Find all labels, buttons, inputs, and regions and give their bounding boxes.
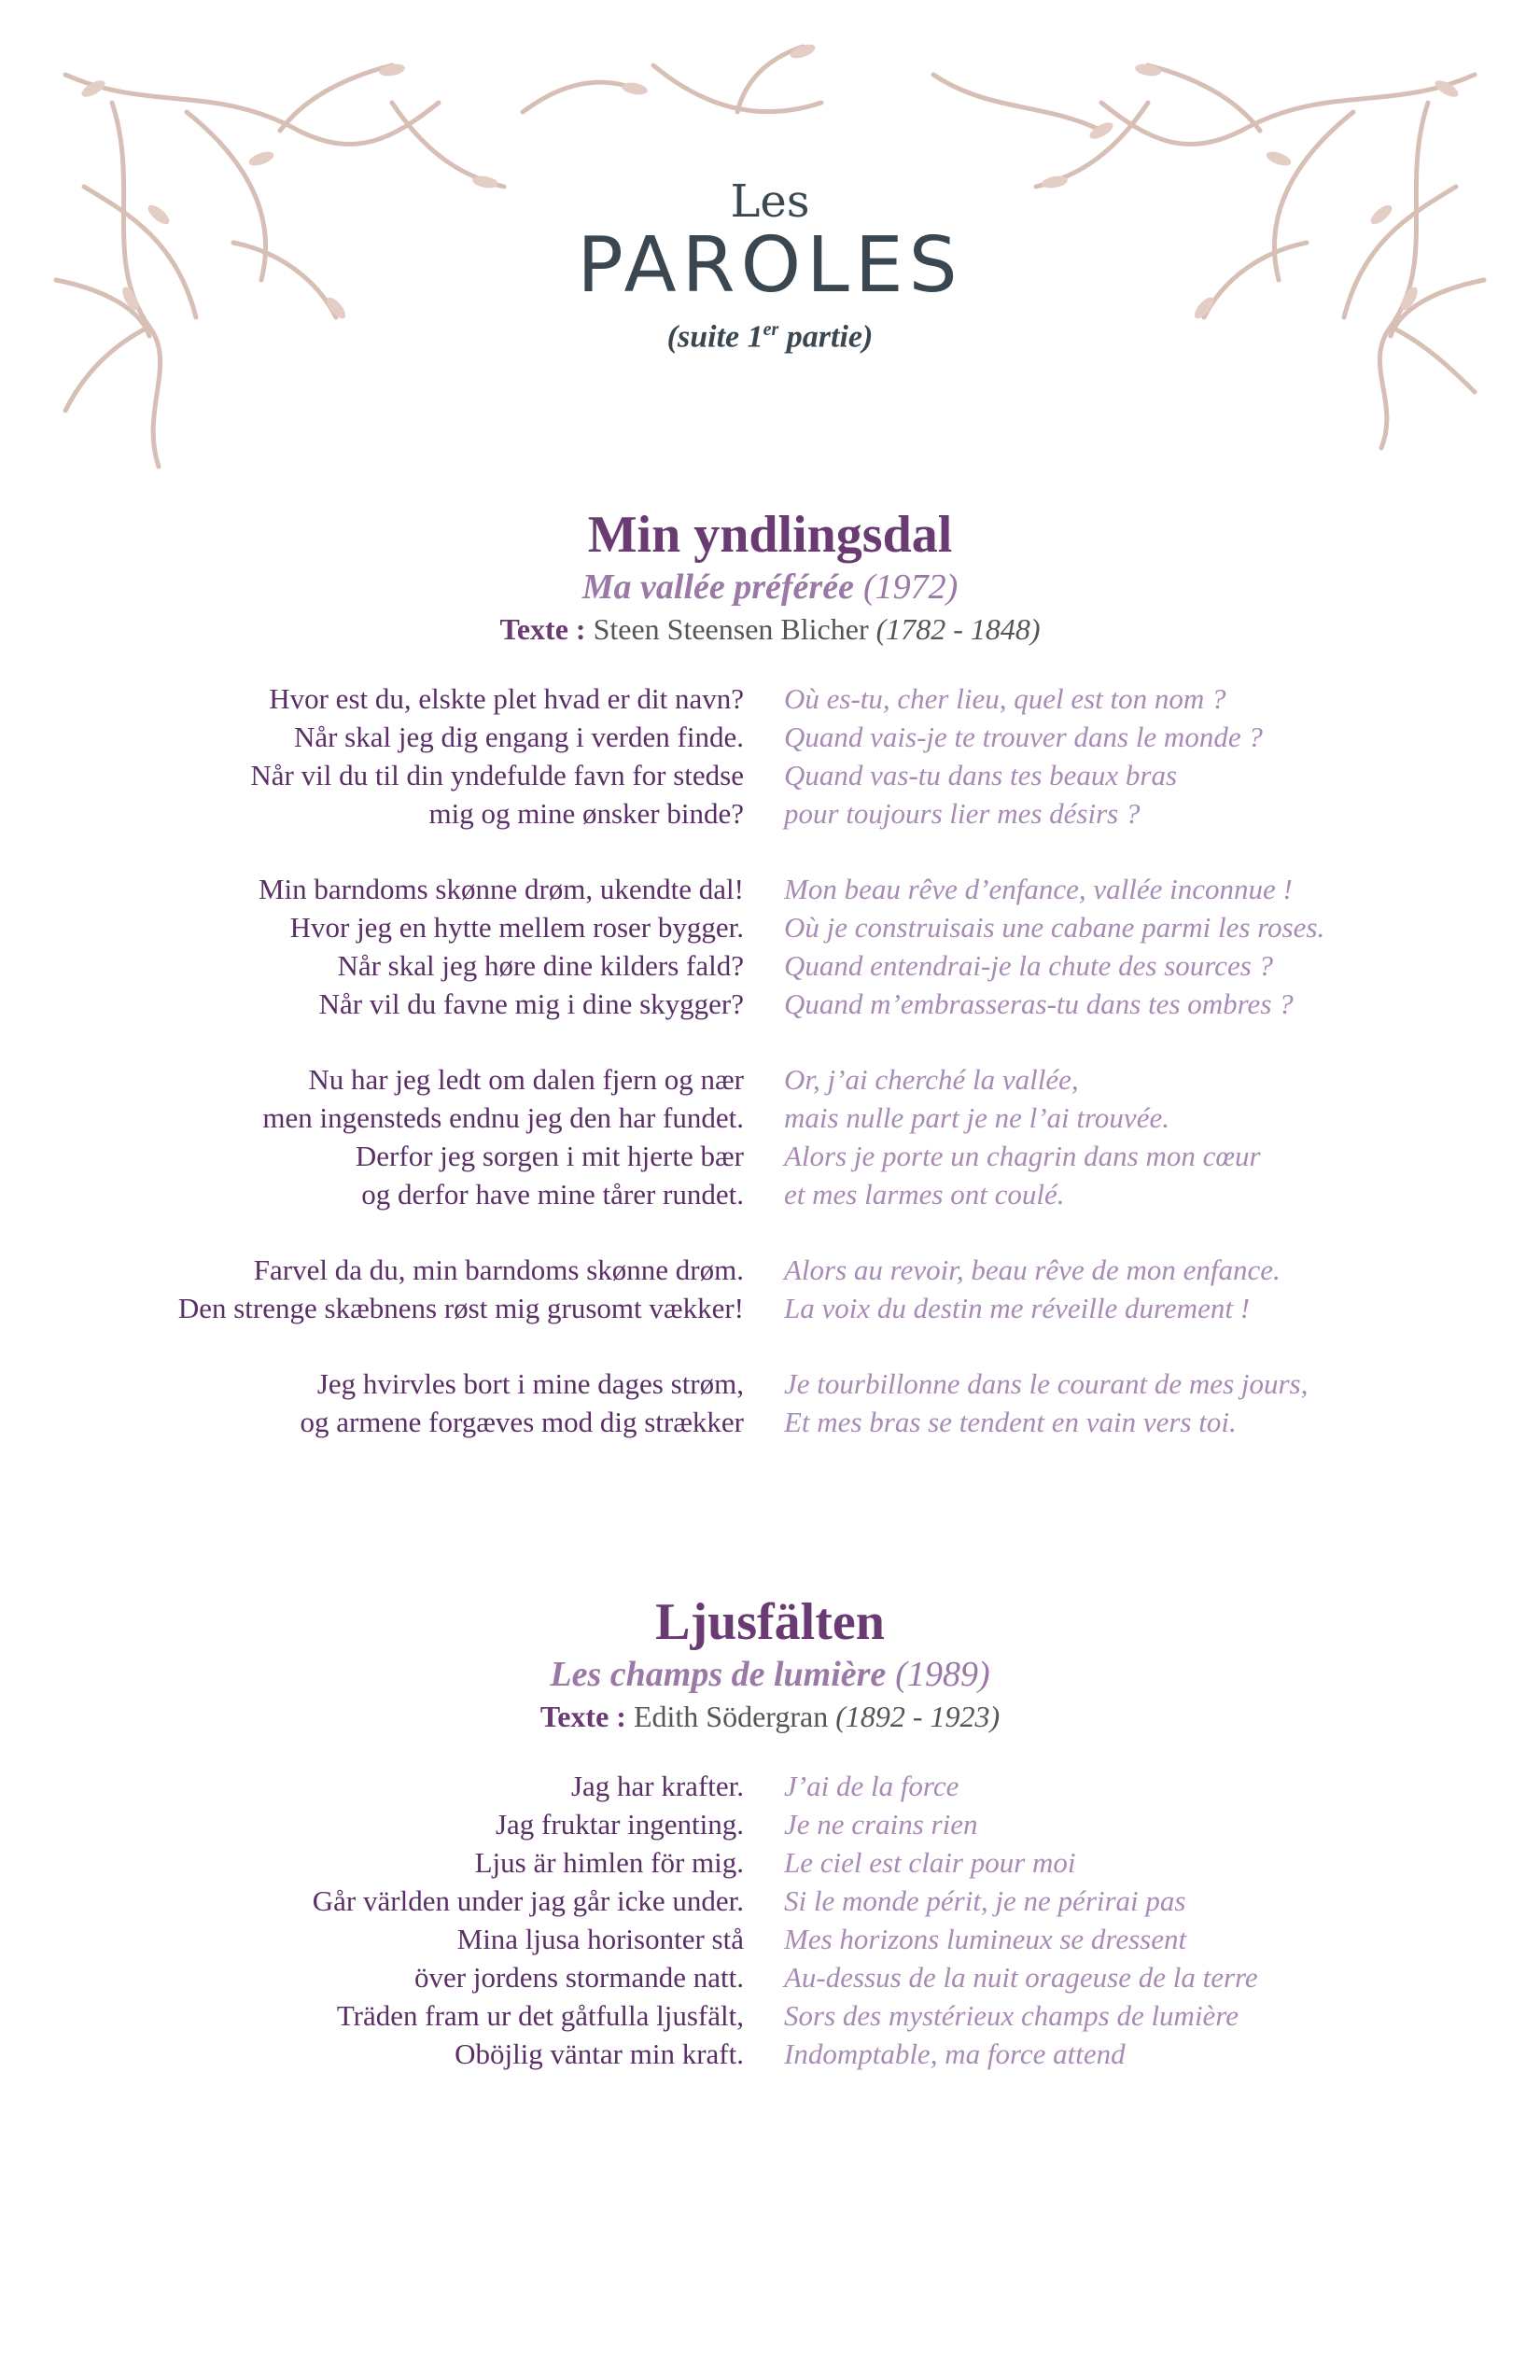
header-suite [0, 310, 1540, 357]
lyric-line: Den strenge skæbnens røst mig grusomt vækker! [177, 1292, 744, 1324]
lyric-line: Jeg hvirvles bort i mine dages strøm, [316, 1367, 744, 1400]
lyric-line: mig og mine ønsker binde? [428, 797, 744, 830]
lyric-line: Når skal jeg høre dine kilders fald? [337, 949, 744, 982]
lyric-line: Nu har jeg ledt om dalen fjern og nær [308, 1063, 744, 1096]
lyric-line: Hvor jeg en hytte mellem roser bygger. [289, 911, 744, 944]
translation-line: Mon beau rêve d’enfance, vallée inconnue ! [784, 873, 1293, 905]
lyric-line: og derfor have mine tårer rundet. [361, 1178, 744, 1211]
stanza-list [0, 679, 1540, 1441]
song-year: (1989) [895, 1655, 990, 1694]
lyric-line: Går världen under jag går icke under. [312, 1884, 744, 1917]
subtitle-text: Les champs de lumière [550, 1655, 887, 1694]
suite-post: partie) [778, 319, 874, 355]
translation-line: Quand vais-je te trouver dans le monde ? [784, 721, 1263, 753]
translation-line: Si le monde périt, je ne périrai pas [784, 1884, 1186, 1917]
translation-line: Et mes bras se tendent en vain vers toi. [784, 1406, 1237, 1438]
header-paroles: PAROLES [577, 221, 963, 310]
lyric-line: Min barndoms skønne drøm, ukendte dal! [258, 873, 744, 905]
text-label: Texte : [499, 612, 586, 646]
lyric-line: Når skal jeg dig engang i verden finde. [293, 721, 744, 753]
translation-line: J’ai de la force [784, 1770, 959, 1802]
lyric-line: Träden fram ur det gåtfulla ljusfält, [336, 1999, 744, 2032]
translated-lyrics [784, 1251, 1493, 1327]
stanza [0, 870, 1540, 1023]
song-author-line [0, 1696, 1540, 1737]
song-year: (1972) [862, 567, 959, 607]
translation-line: Alors au revoir, beau rêve de mon enfance. [784, 1253, 1281, 1286]
stanza-list [0, 1767, 1540, 2073]
song-subtitle [0, 1653, 1540, 1696]
translation-line: Quand m’embrasseras-tu dans tes ombres ? [784, 987, 1294, 1020]
lyric-line: Hvor est du, elskte plet hvad er dit navn? [269, 682, 744, 715]
original-lyrics [0, 1767, 744, 2073]
stanza [0, 1365, 1540, 1441]
translated-lyrics [784, 679, 1493, 833]
header-les: Les [730, 175, 810, 228]
stanza [0, 679, 1540, 833]
stanza [0, 1060, 1540, 1213]
original-lyrics [0, 679, 744, 833]
original-lyrics [0, 1365, 744, 1441]
translation-line: Le ciel est clair pour moi [784, 1846, 1076, 1879]
lyric-line: Jag fruktar ingenting. [495, 1808, 744, 1841]
song-section-1 [0, 504, 1540, 1478]
original-lyrics [0, 1251, 744, 1327]
lyric-line: Når vil du til din yndefulde favn for stedse [250, 759, 744, 791]
song-author-line [0, 609, 1540, 650]
translation-line: et mes larmes ont coulé. [784, 1178, 1065, 1211]
translation-line: La voix du destin me réveille durement ! [784, 1292, 1251, 1324]
text-label: Texte : [539, 1700, 626, 1733]
translated-lyrics [784, 1060, 1493, 1213]
lyric-line: Farvel da du, min barndoms skønne drøm. [253, 1253, 744, 1286]
translation-line: Or, j’ai cherché la vallée, [784, 1063, 1079, 1096]
translation-line: Sors des mystérieux champs de lumière [784, 1999, 1239, 2032]
translation-line: Indomptable, ma force attend [784, 2037, 1126, 2070]
author-name: Edith Södergran [633, 1700, 829, 1733]
translated-lyrics [784, 1767, 1493, 2073]
translation-line: Je ne crains rien [784, 1808, 978, 1841]
author-dates: (1782 - 1848) [875, 612, 1041, 646]
lyric-line: Ljus är himlen för mig. [474, 1846, 744, 1879]
translation-line: Où es-tu, cher lieu, quel est ton nom ? [784, 682, 1226, 715]
translation-line: Je tourbillonne dans le courant de mes jours, [784, 1367, 1309, 1400]
song-section-2 [0, 1591, 1540, 2110]
translation-line: Mes horizons lumineux se dressent [784, 1923, 1187, 1955]
translation-line: Alors je porte un chagrin dans mon cœur [784, 1140, 1261, 1172]
page-header [0, 177, 1540, 357]
translation-line: Quand entendrai-je la chute des sources ? [784, 949, 1274, 982]
song-subtitle [0, 566, 1540, 609]
stanza [0, 1767, 1540, 2073]
translation-line: Quand vas-tu dans tes beaux bras [784, 759, 1178, 791]
subtitle-text: Ma vallée préférée [581, 567, 854, 607]
lyric-line: men ingensteds endnu jeg den har fundet. [262, 1101, 744, 1134]
lyric-line: Oböjlig väntar min kraft. [455, 2037, 744, 2070]
author-name: Steen Steensen Blicher [593, 612, 869, 646]
suite-sup: er [763, 319, 779, 340]
lyric-line: över jordens stormande natt. [414, 1961, 744, 1994]
original-lyrics [0, 870, 744, 1023]
original-lyrics [0, 1060, 744, 1213]
translation-line: Au-dessus de la nuit orageuse de la terre [784, 1961, 1258, 1994]
translated-lyrics [784, 870, 1493, 1023]
translated-lyrics [784, 1365, 1493, 1441]
lyric-line: Mina ljusa horisonter stå [456, 1923, 744, 1955]
lyric-line: Jag har krafter. [570, 1770, 744, 1802]
song-title: Ljusfälten [655, 1593, 885, 1651]
translation-line: pour toujours lier mes désirs ? [784, 797, 1141, 830]
author-dates: (1892 - 1923) [835, 1700, 1001, 1733]
translation-line: Où je construisais une cabane parmi les roses. [784, 911, 1325, 944]
suite-pre: (suite 1 [666, 319, 763, 355]
stanza [0, 1251, 1540, 1327]
lyric-line: Når vil du favne mig i dine skygger? [318, 987, 744, 1020]
lyric-line: Derfor jeg sorgen i mit hjerte bær [355, 1140, 744, 1172]
song-title: Min yndlingsdal [587, 506, 953, 564]
lyric-line: og armene forgæves mod dig strækker [300, 1406, 744, 1438]
translation-line: mais nulle part je ne l’ai trouvée. [784, 1101, 1169, 1134]
